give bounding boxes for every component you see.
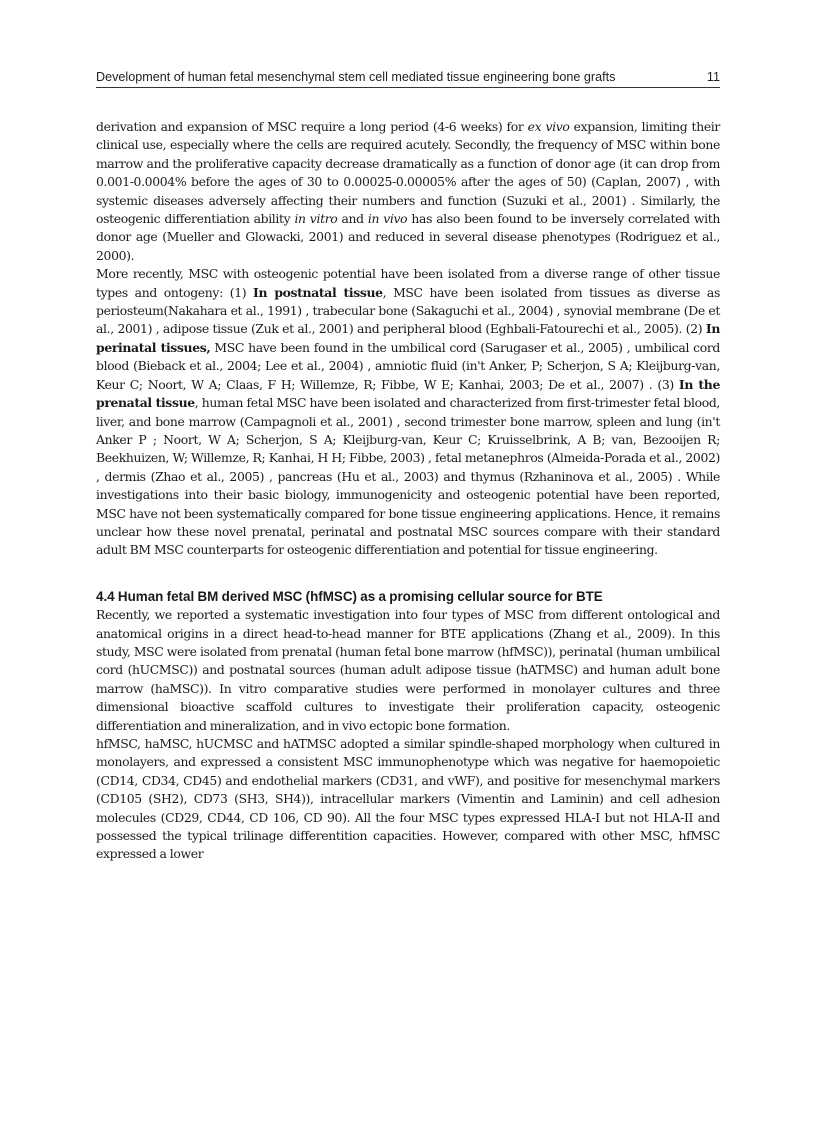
text-run: , human fetal MSC have been isolated and characterized from first-trimester fetal blood, liver, and bone marrow (Campagnoli et al., 2001) , second trimester bone marrow, spleen and lung (in't Anker P ; Noort, W A; Scherjon, S A; Kleijburg-van, Keur C; Kruisselbrink, A B; van, Bezooijen R; Beekhuizen, W; Willemze, R; Kanhai, H H; Fibbe, 2003) , fetal metanephros (Almeida-Porada et al., 2002) , dermis (Zhao et al., 2005) , pancreas (Hu et al., 2003) and thymus (Rzhaninova et al., 2005) . While investigations into their basic biology, immunogenicity and osteogenic potential have been reported, MSC have not been systematically compared for bone tissue engineering applications. Hence, it remains unclear how these novel prenatal, perinatal and postnatal MSC sources compare with their standard adult BM MSC counterparts for osteogenic differentiation and potential for tissue engineering. <box>96 395 720 558</box>
page-number: 11 <box>706 70 720 84</box>
paragraph-3: Recently, we reported a systematic investigation into four types of MSC from different ontological and anatomical origins in a direct head-to-head manner for BTE applications (Zhang et al., 2009). In this study, MSC were isolated from prenatal (human fetal bone marrow (hfMSC)), perinatal (human umbilical cord (hUCMSC)) and postnatal sources (human adult adipose tissue (hATMSC) and human adult bone marrow (haMSC)). In vitro comparative studies were performed in monolayer cultures and three dimensional bioactive scaffold cultures to investigate their proliferation capacity, osteogenic differentiation and mineralization, and in vivo ectopic bone formation. <box>96 607 720 733</box>
paragraph-1 <box>96 118 720 265</box>
bold-term: In perinatal tissues, <box>96 321 720 355</box>
running-title: Development of human fetal mesenchymal stem cell mediated tissue engineering bone grafts <box>96 70 616 84</box>
running-header <box>96 70 720 88</box>
body-text <box>96 118 720 864</box>
text-run: More recently, MSC with osteogenic potential have been isolated from a diverse range of other tissue types and ontogeny: (1) <box>96 266 720 300</box>
text-run: has also been found to be inversely correlated with donor age (Mueller and Glowacki, 2001) and reduced in several disease phenotypes (Rodriguez et al., 2000). <box>96 211 720 263</box>
text-run: MSC have been found in the umbilical cord (Sarugaser et al., 2005) , umbilical cord blood (Bieback et al., 2004; Lee et al., 2004) , amniotic fluid (in't Anker, P; Scherjon, S A; Kleijburg-van, Keur C; Noort, W A; Claas, F H; Willemze, R; Fibbe, W E; Kanhai, 2003; De et al., 2007) . (3) <box>96 339 720 392</box>
italic-term: in vitro <box>294 211 338 227</box>
text-run: expansion, limiting their clinical use, especially where the cells are required acutely. Secondly, the frequency of MSC within bone marrow and the proliferative capacity decrease dramatically as a function of donor age (it can drop from 0.001-0.0004% before the ages of 30 to 0.00025-0.00005% after the ages of 50) (Caplan, 2007) , with systemic diseases adversely affecting their numbers and function (Suzuki et al., 2001) . Similarly, the osteogenic differentiation ability <box>96 119 720 227</box>
text-run: derivation and expansion of MSC require a long period (4-6 weeks) for <box>96 119 528 134</box>
section-heading: 4.4 Human fetal BM derived MSC (hfMSC) as a promising cellular source for BTE <box>96 588 603 604</box>
italic-term: in vivo <box>367 211 408 227</box>
paragraph-4: hfMSC, haMSC, hUCMSC and hATMSC adopted a similar spindle-shaped morphology when cultured in monolayers, and expressed a consistent MSC immunophenotype which was negative for haemopoietic (CD14, CD34, CD45) and endothelial markers (CD31, and vWF), and positive for mesenchymal markers (CD105 (SH2), CD73 (SH3, SH4)), intracellular markers (Vimentin and Laminin) and cell adhesion molecules (CD29, CD44, CD 106, CD 90). All the four MSC types expressed HLA-I but not HLA-II and possessed the typical trilinage differentition capacities. However, compared with other MSC, hfMSC expressed a lower <box>96 736 720 862</box>
text-run: and <box>337 211 368 227</box>
text-run: , MSC have been isolated from tissues as diverse as periosteum(Nakahara et al., 1991) , trabecular bone (Sakaguchi et al., 2004) , synovial membrane (De et al., 2001) , adipose tissue (Zuk et al., 2001) and peripheral blood (Eghbali-Fatourechi et al., 2005). (2) <box>96 284 720 337</box>
bold-term: In the prenatal tissue <box>96 376 720 411</box>
italic-term: ex vivo <box>527 119 570 134</box>
paragraph-2 <box>96 265 720 560</box>
bold-term: In postnatal tissue <box>253 284 383 300</box>
